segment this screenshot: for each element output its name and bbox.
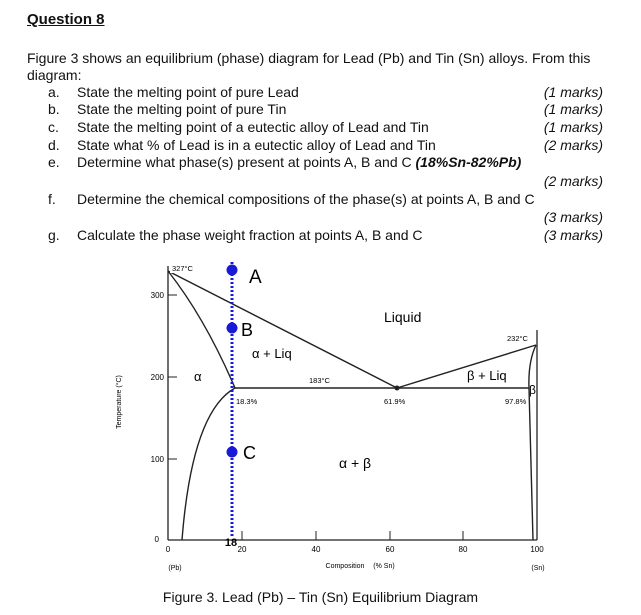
x-tick-label: 40	[311, 545, 321, 554]
region-alpha-beta-label: α + β	[339, 455, 372, 471]
item-text: State the melting point of pure Tin	[77, 101, 287, 117]
liquidus-line-pb	[168, 271, 397, 388]
point-b-marker	[227, 323, 238, 334]
figure-caption: Figure 3. Lead (Pb) – Tin (Sn) Equilibrium Diagram	[162, 589, 479, 605]
point-b-label: B	[241, 320, 254, 340]
item-text: Determine the chemical compositions of the phase(s) at points A, B and C	[77, 191, 535, 207]
item-f-marks: (3 marks)	[543, 209, 603, 225]
item-text: State what % of Lead is in a eutectic alloy of Lead and Tin	[77, 137, 436, 153]
marked-composition-label: 18	[224, 537, 238, 549]
y-tick-label: 300	[150, 291, 164, 300]
item-marks: (1 marks)	[543, 84, 603, 100]
point-c-marker	[227, 447, 238, 458]
x-tick-label: 20	[237, 545, 247, 554]
x-axis-unit: (% Sn)	[373, 563, 395, 570]
eutectic-temp-label: 183°C	[309, 376, 330, 385]
y-axis-title: Temperature (°C)	[116, 375, 123, 429]
question-intro: Figure 3 shows an equilibrium (phase) diagram for Lead (Pb) and Tin (Sn) alloys. From this diagram:	[27, 50, 591, 83]
region-beta-label: β	[529, 383, 536, 397]
item-marks: (2 marks)	[543, 137, 603, 153]
question-title: Question 8	[27, 11, 105, 28]
item-letter: f.	[48, 191, 56, 207]
alpha-limit-label: 18.3%	[236, 397, 258, 406]
x-tick-label: 100	[530, 545, 544, 554]
y-tick-label: 100	[150, 455, 164, 464]
y-tick-label: 200	[150, 373, 164, 382]
point-c-label: C	[243, 443, 256, 463]
item-marks: (3 marks)	[543, 227, 603, 243]
x-axis-title: Composition	[325, 563, 365, 570]
y-tick-label: 0	[154, 535, 159, 544]
region-alpha-label: α	[194, 369, 202, 384]
solidus-line-beta	[529, 345, 536, 388]
item-text: Calculate the phase weight fraction at points A, B and C	[77, 227, 423, 243]
region-liquid-label: Liquid	[384, 309, 422, 325]
point-a-label: A	[249, 267, 262, 288]
sn-end-label: (Sn)	[531, 565, 545, 572]
item-text: State the melting point of pure Lead	[77, 84, 299, 100]
eutectic-comp-label: 61.9%	[384, 397, 406, 406]
item-letter: b.	[48, 101, 60, 117]
item-marks: (1 marks)	[543, 101, 603, 117]
item-text-main: Determine what phase(s) present at points A, B and C	[77, 154, 412, 170]
sn-melt-label: 232°C	[507, 334, 528, 343]
item-letter: e.	[48, 154, 60, 170]
pb-melt-label: 327°C	[172, 264, 193, 273]
item-marks: (1 marks)	[543, 119, 603, 135]
item-letter: d.	[48, 137, 60, 153]
solvus-line-beta	[529, 388, 533, 540]
item-e-marks: (2 marks)	[543, 173, 603, 189]
point-a-marker	[227, 265, 238, 276]
beta-limit-label: 97.8%	[505, 397, 527, 406]
x-tick-label: 80	[458, 545, 468, 554]
eutectic-point	[395, 386, 400, 391]
x-tick-label: 0	[165, 545, 171, 554]
item-letter: c.	[48, 119, 59, 135]
region-alpha-liq-label: α + Liq	[252, 346, 292, 361]
region-beta-liq-label: β + Liq	[467, 368, 507, 383]
item-emphasis: (18%Sn-82%Pb)	[415, 154, 522, 170]
pb-end-label: (Pb)	[168, 565, 182, 572]
solvus-line-alpha	[182, 388, 235, 540]
item-letter: g.	[48, 227, 60, 243]
item-text: State the melting point of a eutectic alloy of Lead and Tin	[77, 119, 429, 135]
x-tick-label: 60	[385, 545, 395, 554]
item-letter: a.	[48, 84, 60, 100]
